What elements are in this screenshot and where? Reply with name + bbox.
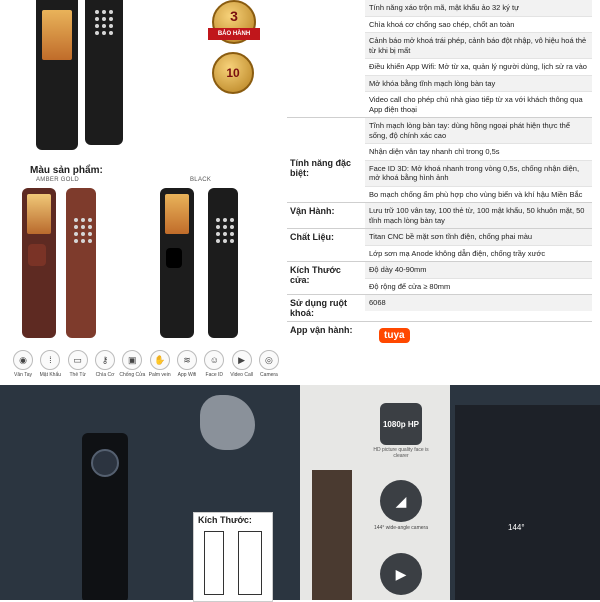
card-icon: ▭ [68, 350, 88, 370]
spec-cell: Bo mạch chống ẩm phù hợp cho vùng biển và khí hậu Miền Bắc [365, 187, 592, 203]
lock-front-image [36, 0, 78, 150]
video-icon: ▶ [232, 350, 252, 370]
spec-cell: Video call cho phép chủ nhà giao tiếp từ xa với khách thông qua App điện thoại [365, 92, 592, 117]
spec-cell: Tính năng xáo trộn mã, mật khẩu ảo 32 ký tự [365, 0, 592, 17]
feature-icon-label: Palm vein [148, 372, 171, 378]
spec-row-label: Vận Hành: [290, 206, 335, 216]
spec-cell: Mở khóa bằng tĩnh mạch lòng bàn tay [365, 76, 592, 93]
spec-cell: Nhận diện vân tay nhanh chỉ trong 0,5s [365, 144, 592, 161]
spec-row [287, 229, 592, 262]
spec-cell: Face ID 3D: Mở khoá nhanh trong vòng 0,5s, chống nhận diện, mở khoá bằng hình ảnh [365, 161, 592, 187]
feature-icon-row [10, 350, 282, 378]
lock-hero-image [82, 433, 128, 600]
hand-image [200, 395, 255, 450]
feature-icon-label: Video Call [230, 372, 253, 378]
variant-label-amber: AMBER GOLD [36, 177, 80, 183]
feature-icon-label: Thẻ Từ [69, 372, 86, 378]
palm-icon: ✋ [150, 350, 170, 370]
side-door-image [312, 470, 352, 600]
feature-icon-item [229, 350, 255, 378]
spec-row [287, 295, 592, 322]
amber-lock-side[interactable] [66, 188, 96, 338]
spec-row [287, 0, 592, 118]
feature-icon-label: App Wifi [177, 372, 197, 378]
camera-icon: ◎ [259, 350, 279, 370]
hd-badge [380, 403, 422, 445]
spec-table [287, 0, 592, 346]
feature-icon-item [119, 350, 145, 378]
black-lock-side[interactable] [208, 188, 238, 338]
spec-cell: Tĩnh mạch lòng bàn tay: dùng hồng ngoại phát hiện thực thể sống, độ chính xác cao [365, 118, 592, 144]
video-record-icon: ▶ [380, 553, 422, 595]
spec-cell: Lưu trữ 100 vân tay, 100 thẻ từ, 100 mật khẩu, 50 khuôn mặt, 50 tĩnh mạch lòng bàn tay [365, 203, 592, 228]
colors-title: Màu sản phẩm: [30, 165, 103, 176]
feature-icon-item [174, 350, 200, 378]
app-label: App vận hành: [290, 325, 353, 335]
lock-warranty-years: 10 [226, 66, 240, 80]
spec-row-label: Kích Thước cửa: [290, 265, 341, 285]
spec-cell: Điều khiển App Wifi: Mở từ xa, quản lý người dùng, lịch sử ra vào [365, 59, 592, 76]
feature-icon-label: Chống Cửa [119, 372, 146, 378]
wifi-icon: ≋ [177, 350, 197, 370]
feature-icon-item [256, 350, 282, 378]
spec-cell: Cảnh báo mở khoá trái phép, cảnh báo đột nhập, vô hiệu hoá thẻ từ khi bị mất [365, 33, 592, 59]
warranty-text: BẢO HÀNH [208, 28, 260, 40]
wide-angle-icon: ◢ [380, 480, 422, 522]
hd-caption: HD picture quality face is clearer [373, 447, 429, 459]
spec-cell: Titan CNC bề mặt sơn tĩnh điện, chống phai màu [365, 229, 592, 246]
lock-icon: ▣ [122, 350, 142, 370]
feature-icon-label: Mật Khẩu [39, 372, 62, 378]
lock-warranty-badge [212, 52, 254, 94]
spec-cell: Chìa khoá cơ chống sao chép, chốt an toàn [365, 17, 592, 34]
key-icon: ⚷ [95, 350, 115, 370]
feature-icon-item [147, 350, 173, 378]
feature-icon-item [37, 350, 63, 378]
spec-row-label: Tính năng đặc biệt: [290, 158, 352, 178]
dimension-title: Kích Thước: [198, 515, 252, 525]
feature-icon-item [92, 350, 118, 378]
angle-label: 144° [508, 523, 525, 532]
spec-cell: Độ rộng để cửa ≥ 80mm [365, 279, 592, 295]
spec-cell: 6068 [365, 295, 592, 311]
dimension-card [193, 512, 273, 602]
feature-icon-label: Face ID [205, 372, 224, 378]
feature-icon-item [201, 350, 227, 378]
door-image [455, 405, 600, 600]
feature-icon-label: Chìa Cơ [95, 372, 115, 378]
spec-row-label: Sử dụng ruột khoá: [290, 298, 348, 318]
spec-row [287, 203, 592, 229]
hd-badge-text: 1080p HP [382, 419, 420, 429]
wide-angle-caption: 144° wide-angle camera [374, 525, 428, 531]
variant-label-black: BLACK [190, 177, 212, 183]
keypad-icon: ⁞ [40, 350, 60, 370]
warranty-years: 3 [230, 8, 238, 24]
tuya-logo: tuya [379, 328, 410, 343]
app-row [287, 322, 592, 346]
spec-row [287, 262, 592, 295]
feature-icon-item [10, 350, 36, 378]
spec-row-label [287, 0, 365, 117]
spec-cell: Lớp sơn mạ Anode không dẫn điện, chống trầy xước [365, 246, 592, 262]
lock-back-image [85, 0, 123, 145]
feature-icon-label: Vân Tay [14, 372, 32, 378]
feature-icon-label: Camera [260, 372, 278, 378]
amber-lock-front[interactable] [22, 188, 56, 338]
lifestyle-banner [0, 385, 600, 600]
spec-cell: Độ dày 40-90mm [365, 262, 592, 279]
spec-row [287, 118, 592, 203]
feature-icon-item [65, 350, 91, 378]
warranty-badge [212, 0, 256, 44]
face-icon: ☺ [204, 350, 224, 370]
spec-row-label: Chất Liệu: [290, 232, 334, 242]
black-lock-front[interactable] [160, 188, 194, 338]
fingerprint-icon: ◉ [13, 350, 33, 370]
